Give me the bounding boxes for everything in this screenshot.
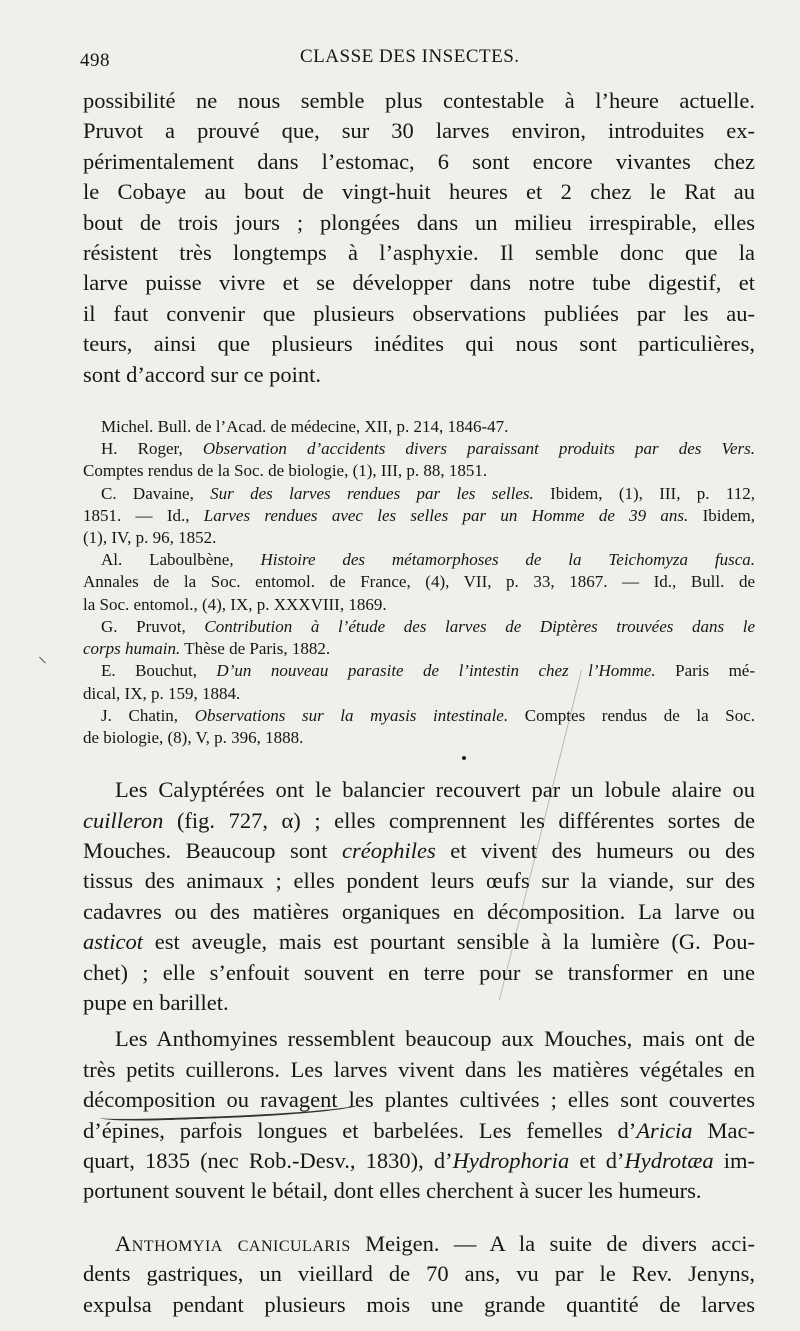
reference-line: dical, IX, p. 159, 1884. (83, 683, 241, 703)
term-italic: créophiles (342, 837, 436, 863)
reference-chatin (83, 705, 755, 749)
reference-source: 1851. — Id., (83, 505, 190, 525)
spacer (83, 1207, 755, 1229)
text-line: le Cobaye au bout de vingt-huit heures et 2 chez le Rat au (83, 179, 755, 205)
reference-title: Histoire des métamorphoses de la Teichomyza fusca. (260, 550, 755, 570)
reference-author: Al. Laboulbène, (101, 550, 234, 570)
reference-line (83, 705, 755, 727)
reference-pruvot (83, 616, 755, 660)
text-line (83, 806, 755, 836)
paragraph-calypterees (83, 775, 755, 1018)
running-title: CLASSE DES INSECTES. (300, 46, 520, 67)
text-span: et vivent des humeurs ou des (435, 837, 755, 863)
reference-title: Observations sur la myasis intestinale. (194, 705, 509, 725)
term-italic: cuilleron (83, 807, 164, 833)
text-span: et d’ (569, 1147, 625, 1173)
text-line: très petits cuillerons. Les larves vivent dans les matières végétales en (83, 1056, 755, 1082)
reference-laboulbene (83, 549, 755, 616)
text-line: Pruvot a prouvé que, sur 30 larves environ, introduites ex- (83, 118, 755, 144)
text-line: pupe en barillet. (83, 989, 229, 1015)
page-number: 498 (80, 50, 110, 71)
reference-line (83, 438, 755, 460)
text-span: (fig. 727, α) ; elles comprennent les différentes sortes de (163, 807, 755, 833)
reference-line: Comptes rendus de la Soc. de biologie, (1), III, p. 88, 1851. (83, 461, 488, 481)
reference-title: Larves rendues avec les selles par un Homme de 39 ans. (203, 505, 689, 525)
reference-title: Observation d’accidents divers paraissant produits par des Vers. (202, 439, 755, 459)
text-line: dents gastriques, un vieillard de 70 ans, vu par le Rev. Jenyns, (83, 1261, 755, 1287)
reference-line (83, 549, 755, 571)
reference-michel (83, 416, 755, 438)
reference-line: la Soc. entomol., (4), IX, p. XXXVIII, 1869. (83, 594, 387, 614)
text-line: larve puisse vivre et se développer dans notre tube digestif, et (83, 270, 755, 296)
text-span: Mouches. Beaucoup sont (83, 837, 342, 863)
page-body (83, 86, 755, 1320)
reference-author: H. Roger, (101, 439, 183, 459)
paragraph-pruvot (83, 86, 755, 390)
reference-line (83, 616, 755, 638)
text-line: portunent souvent le bétail, dont elles cherchent à sucer les humeurs. (83, 1178, 702, 1204)
reference-author: G. Pruvot, (101, 616, 186, 636)
text-line: bout de trois jours ; plongées dans un milieu irrespirable, elles (83, 209, 755, 235)
text-span: quart, 1835 (nec Rob.-Desv., 1830), d’ (83, 1147, 453, 1173)
text-span: Meigen. — A la suite de divers acci- (350, 1230, 755, 1256)
term-italic: asticot (83, 929, 143, 955)
text-line: expulsa pendant plusieurs mois une grande quantité de larves (83, 1291, 755, 1317)
text-line: Les Calyptérées ont le balancier recouvert par un lobule alaire ou (115, 777, 755, 803)
reference-source: Paris mé- (675, 661, 755, 681)
reference-title: Contribution à l’étude des larves de Diptères trouvées dans le (204, 616, 756, 636)
text-line (83, 836, 755, 866)
reference-line (83, 638, 755, 660)
reference-author: C. Davaine, (101, 483, 194, 503)
text-span: d’épines, parfois longues et barbelées. Les femelles d’ (83, 1117, 637, 1143)
species-name: Anthomyia canicularis (115, 1230, 351, 1256)
text-line: possibilité ne nous semble plus contestable à l’heure actuelle. (83, 88, 755, 113)
text-line: il faut convenir que plusieurs observations publiées par les au- (83, 300, 755, 326)
reference-roger (83, 438, 755, 482)
text-line: cadavres ou des matières organiques en décomposition. La larve ou (83, 898, 755, 924)
reference-line (83, 505, 755, 527)
text-line: tissus des animaux ; elles pondent leurs œufs sur la viande, sur des (83, 868, 755, 894)
text-line (83, 1146, 755, 1176)
genus-italic: Hydrotæa (624, 1147, 714, 1173)
genus-italic: Aricia (636, 1117, 693, 1143)
margin-pencil-mark: ⸜ (38, 646, 47, 666)
spacer (83, 749, 755, 775)
reference-source: Ibidem, (1), III, p. 112, (550, 483, 756, 503)
page-header (80, 46, 760, 76)
reference-line (83, 660, 755, 682)
paragraph-anthomyia-canicularis (83, 1229, 755, 1320)
reference-title: Sur des larves rendues par les selles. (210, 483, 534, 503)
text-span: est aveugle, mais est pourtant sensible à la lumière (G. Pou- (143, 929, 755, 955)
reference-line: de biologie, (8), V, p. 396, 1888. (83, 727, 304, 747)
reference-source: Thèse de Paris, 1882. (184, 639, 331, 659)
text-line (83, 927, 755, 957)
reference-davaine (83, 483, 755, 550)
text-span: Mac- (692, 1117, 755, 1143)
reference-line: (1), IV, p. 96, 1852. (83, 528, 217, 548)
reference-author: E. Bouchut, (101, 661, 197, 681)
reference-title: D’un nouveau parasite de l’intestin chez l’Homme. (216, 661, 656, 681)
reference-source: Comptes rendus de la Soc. (524, 705, 756, 725)
reference-title: corps humain. (83, 639, 181, 659)
reference-line (83, 483, 755, 505)
reference-line: Annales de la Soc. entomol. de France, (4), VII, p. 33, 1867. — Id., Bull. de (83, 572, 755, 592)
text-line: résistent très longtemps à l’asphyxie. Il semble donc que la (83, 240, 755, 266)
reference-source: Ibidem, (702, 505, 756, 525)
text-span: im- (713, 1147, 755, 1173)
paragraph-anthomyines (83, 1024, 755, 1206)
reference-text: Michel. Bull. de l’Acad. de médecine, XII, p. 214, 1846-47. (101, 417, 509, 437)
text-line: Les Anthomyines ressemblent beaucoup aux Mouches, mais ont de (115, 1026, 755, 1052)
text-line (83, 1116, 755, 1146)
text-line: décomposition ou ravagent les plantes cultivées ; elles sont couvertes (83, 1087, 755, 1113)
text-line: sont d’accord sur ce point. (83, 361, 322, 387)
text-line: périmentalement dans l’estomac, 6 sont encore vivantes chez (83, 148, 755, 174)
reference-bouchut (83, 660, 755, 704)
text-line: chet) ; elle s’enfouit souvent en terre pour se transformer en une (83, 959, 755, 985)
genus-italic: Hydrophoria (452, 1147, 570, 1173)
bibliography (83, 416, 755, 749)
text-line: teurs, ainsi que plusieurs inédites qui nous sont particulières, (83, 331, 755, 357)
text-line (83, 1229, 755, 1259)
reference-author: J. Chatin, (101, 705, 179, 725)
